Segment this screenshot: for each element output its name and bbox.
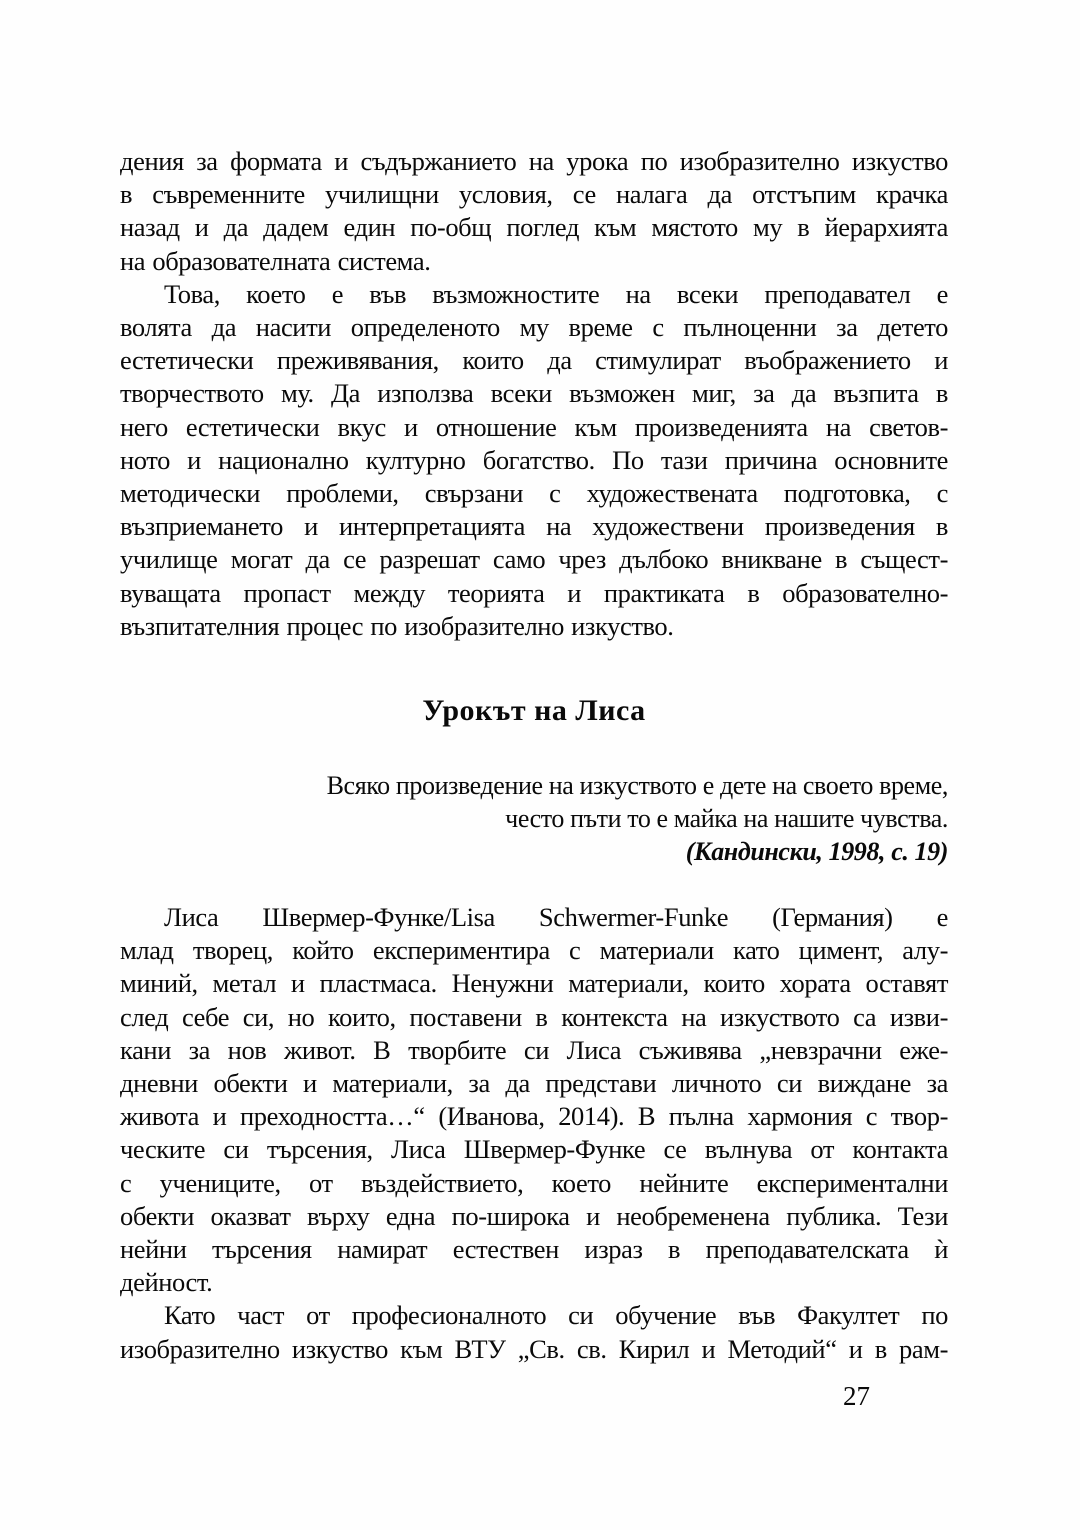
text-line: вуващата пропаст между теорията и практиката в образователно-: [120, 577, 948, 608]
text-line: ческите си търсения, Лиса Швермер-Функе се вълнува от контакта: [120, 1134, 948, 1165]
text-line: творчеството му. Да използва всеки възможен миг, за да възпита в: [120, 378, 948, 409]
text-line: естетически преживявания, които да стимулират въображението и: [120, 345, 948, 376]
text-line: възприемането и интерпретацията на художествени произведения в: [120, 511, 948, 542]
paragraph-continuation: [120, 145, 948, 278]
text-line: Като част от професионалното си обучение във Факултет по: [164, 1300, 948, 1331]
text-line: назад и да дадем един по-общ поглед към мястото му в йерархията: [120, 212, 948, 243]
text-line: миний, метал и пластмаса. Ненужни материали, които хората оставят: [120, 968, 948, 999]
text-line: възпитателния процес по изобразително изкуство.: [120, 610, 674, 641]
text-line: на образователната система.: [120, 245, 431, 276]
text-line: Това, което е във възможностите на всеки преподавател е: [164, 278, 948, 309]
text-line: Всяко произведение на изкуството е дете на своето време,: [326, 771, 948, 801]
text-line: дневни обекти и материали, за да представи личното си виждане за: [120, 1068, 948, 1099]
epigraph: [120, 769, 948, 868]
text-line: волята да насити определеното му време с пълноценни за детето: [120, 312, 948, 343]
paragraph-education: [120, 1299, 948, 1365]
text-line: кани за нов живот. В творбите си Лиса съживява „невзрачни еже-: [120, 1034, 948, 1065]
paragraph-lisa-intro: [120, 901, 948, 1299]
paragraph-teacher-possibilities: [120, 278, 948, 643]
text-line: него естетически вкус и отношение към произведенията на светов-: [120, 411, 948, 442]
text-line: млад творец, който експериментира с материали като цимент, алу-: [120, 935, 948, 966]
text-line: обекти оказват върху една по-широка и необременена публика. Тези: [120, 1200, 948, 1231]
text-line: дейност.: [120, 1267, 213, 1298]
text-line: Лиса Швермер-Функе/Lisa Schwermer-Funke (Германия) е: [164, 902, 948, 933]
text-block: [120, 145, 948, 1366]
epigraph-attribution: (Кандински, 1998, с. 19): [685, 837, 948, 867]
text-line: изобразително изкуство към ВТУ „Св. св. Кирил и Методий“ и в рам-: [120, 1333, 948, 1364]
text-line: ното и национално културно богатство. По тази причина основните: [120, 444, 948, 475]
text-line: училище могат да се разрешат само чрез дълбоко вникване в същест-: [120, 544, 948, 575]
text-line: след себе си, но които, поставени в контекста на изкуството са изви-: [120, 1001, 948, 1032]
text-line: дения за формата и съдържанието на урока по изобразително изкуство: [120, 146, 948, 176]
text-line: методически проблеми, свързани с художествената подготовка, с: [120, 478, 948, 509]
text-line: живота и преходността…“ (Иванова, 2014). В пълна хармония с твор-: [120, 1101, 948, 1132]
epigraph-lines: [120, 769, 948, 835]
page-number: 27: [843, 1381, 870, 1411]
text-line: с учениците, от въздействието, което нейните експериментални: [120, 1167, 948, 1198]
text-line: често пъти то е майка на нашите чувства.: [505, 804, 948, 834]
text-line: нейни търсения намират естествен израз в преподавателската ѝ: [120, 1234, 948, 1265]
text-line: в съвременните училищни условия, се налага да отстъпим крачка: [120, 179, 948, 210]
section-title: Урокът на Лиса: [422, 694, 646, 728]
